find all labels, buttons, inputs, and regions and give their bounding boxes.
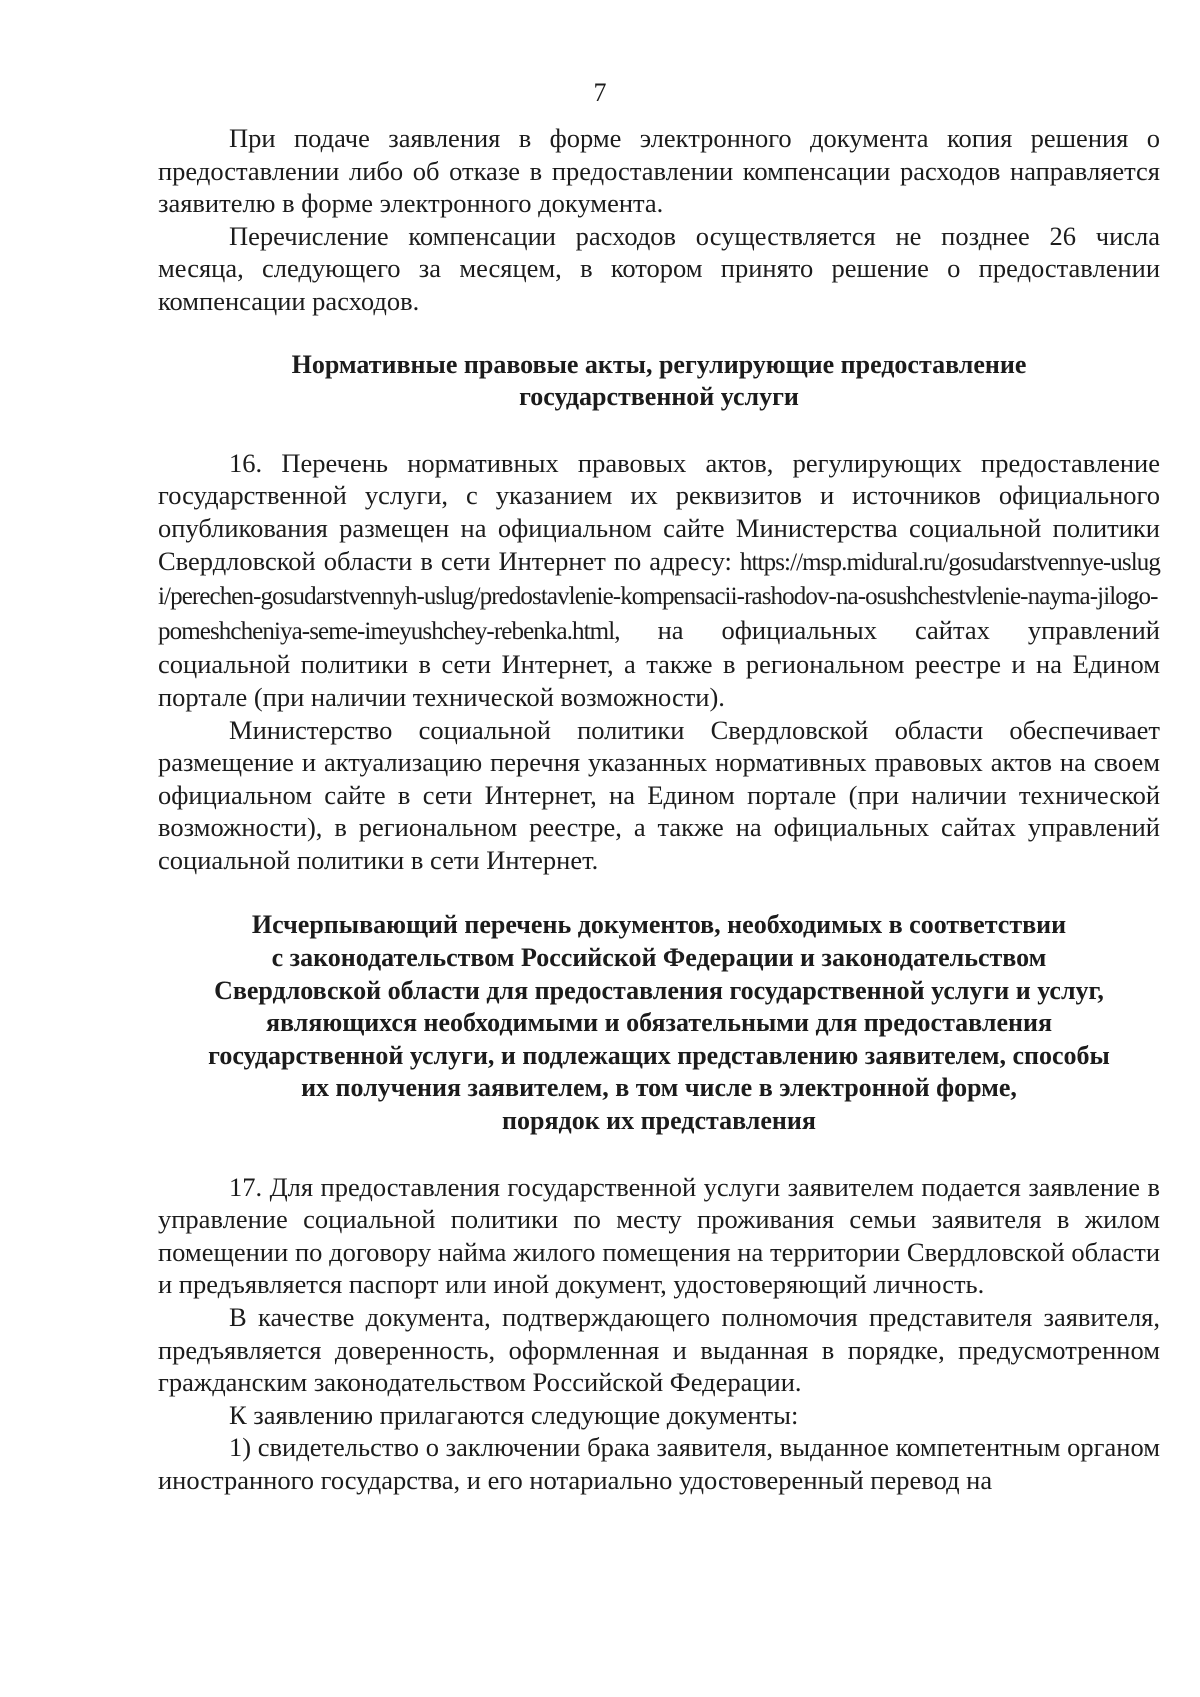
ministry-url: https://msp.midural.ru/gosudarstvennye-uslugi/perechen-gosudarstvennyh-uslug/predostavlenie-kompensacii-rashodov-na-osushchestvlenie-nayma-jilogo-pomeshcheniya-seme-imeyushchey-rebenka.html, <box>158 548 1160 645</box>
paragraph-electronic-decision: При подаче заявления в форме электронного документа копия решения о предоставлении либо об отказе в предоставлении компенсации расходов направляется заявителю в форме электронного документа. <box>158 123 1160 219</box>
document-body <box>158 122 1160 1497</box>
paragraph-16-text-continued: на официальных сайтах управлений социальной политики в сети Интернет, а также в региональном реестре и на Едином портале (при наличии технической возможности). <box>158 614 1160 712</box>
paragraph-17-application: 17. Для предоставления государственной услуги заявителем подается заявление в управление социальной политики по месту проживания семьи заявителя в жилом помещении по договору найма жилого помещения на территории Свердловской области и предъявляется паспорт или иной документ, удостоверяющий личность. <box>158 1171 1160 1300</box>
heading-line: являющихся необходимыми и обязательными для предоставления <box>265 1008 1053 1038</box>
section-heading-regulatory-acts <box>158 349 1160 414</box>
heading-line: их получения заявителем, в том числе в электронной форме, <box>301 1073 1017 1103</box>
heading-line: Исчерпывающий перечень документов, необходимых в соответствии <box>251 910 1067 940</box>
paragraph-attached-documents: К заявлению прилагаются следующие документы: <box>229 1399 799 1430</box>
paragraph-representative-authority: В качестве документа, подтверждающего полномочия представителя заявителя, предъявляется доверенность, оформленная и выданная в порядке, предусмотренном гражданским законодательством Российской Федерации. <box>158 1302 1160 1398</box>
section-heading-required-documents <box>158 909 1160 1137</box>
heading-line: порядок их представления <box>502 1106 816 1136</box>
paragraph-ministry-publication: Министерство социальной политики Свердловской области обеспечивает размещение и актуализацию перечня указанных нормативных правовых актов на своем официальном сайте в сети Интернет, на Едином портале (при наличии технической возможности), в региональном реестре, а также на официальных сайтах управлений социальной политики в сети Интернет. <box>158 714 1160 875</box>
paragraph-compensation-transfer: Перечисление компенсации расходов осуществляется не позднее 26 числа месяца, следующего за месяцем, в котором принято решение о предоставлении компенсации расходов. <box>158 220 1160 316</box>
heading-line: государственной услуги, и подлежащих представлению заявителем, способы <box>208 1040 1110 1070</box>
heading-line: Нормативные правовые акты, регулирующие предоставление <box>291 349 1027 379</box>
paragraph-marriage-certificate: 1) свидетельство о заключении брака заявителя, выданное компетентным органом иностранного государства, и его нотариально удостоверенный перевод на <box>158 1432 1160 1495</box>
heading-line: Свердловской области для предоставления государственной услуги и услуг, <box>214 975 1104 1005</box>
heading-line: с законодательством Российской Федерации и законодательством <box>271 943 1047 973</box>
paragraph-16-regulatory-list <box>158 447 1160 714</box>
paragraph-16-text: 16. Перечень нормативных правовых актов, регулирующих предоставление государственной услуги, с указанием их реквизитов и источников официального опубликования размещен на официальном сайте Министерства социальной политики Свердловской области в сети Интернет по адресу: <box>158 447 1160 576</box>
page-number: 7 <box>593 78 607 107</box>
heading-line: государственной услуги <box>519 382 799 412</box>
